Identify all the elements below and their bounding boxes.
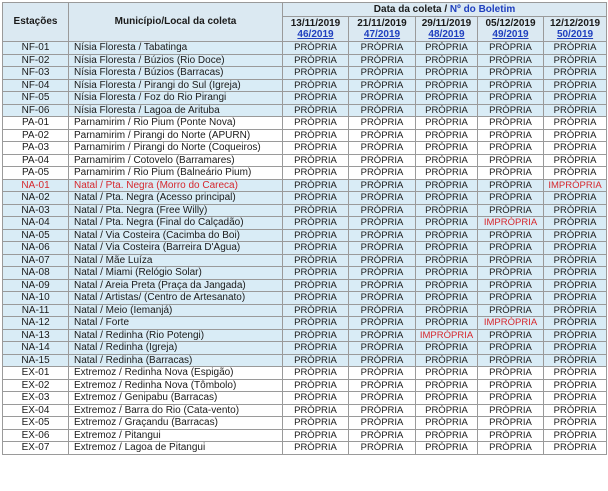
water-quality-status: PRÓPRIA bbox=[478, 329, 544, 342]
water-quality-status: PRÓPRIA bbox=[544, 442, 607, 455]
water-quality-status: PRÓPRIA bbox=[416, 404, 478, 417]
water-quality-status: IMPRÓPRIA bbox=[544, 179, 607, 192]
station-code: NA-03 bbox=[3, 204, 69, 217]
station-code: EX-01 bbox=[3, 367, 69, 380]
water-quality-status: PRÓPRIA bbox=[544, 92, 607, 105]
water-quality-status: PRÓPRIA bbox=[283, 304, 349, 317]
water-quality-status: PRÓPRIA bbox=[478, 154, 544, 167]
water-quality-status: IMPRÓPRIA bbox=[478, 317, 544, 330]
water-quality-status: PRÓPRIA bbox=[478, 129, 544, 142]
collection-location: Extremoz / Pitangui bbox=[69, 429, 283, 442]
water-quality-status: PRÓPRIA bbox=[544, 279, 607, 292]
water-quality-status: PRÓPRIA bbox=[283, 117, 349, 130]
water-quality-status: PRÓPRIA bbox=[478, 254, 544, 267]
water-quality-status: PRÓPRIA bbox=[349, 54, 416, 67]
water-quality-status: PRÓPRIA bbox=[416, 292, 478, 305]
water-quality-status: PRÓPRIA bbox=[544, 317, 607, 330]
table-row bbox=[3, 242, 607, 255]
water-quality-status: PRÓPRIA bbox=[416, 279, 478, 292]
water-quality-status: PRÓPRIA bbox=[349, 117, 416, 130]
water-quality-status: PRÓPRIA bbox=[416, 42, 478, 55]
water-quality-status: PRÓPRIA bbox=[283, 142, 349, 155]
table-row bbox=[3, 54, 607, 67]
water-quality-status: PRÓPRIA bbox=[349, 42, 416, 55]
collection-location: Natal / Pta. Negra (Morro do Careca) bbox=[69, 179, 283, 192]
station-code: NF-01 bbox=[3, 42, 69, 55]
station-code: NA-09 bbox=[3, 279, 69, 292]
collection-location: Parnamirim / Pirangi do Norte (Coqueiros) bbox=[69, 142, 283, 155]
collection-location: Nísia Floresta / Pirangi do Sul (Igreja) bbox=[69, 79, 283, 92]
water-quality-status: PRÓPRIA bbox=[416, 304, 478, 317]
water-quality-status: PRÓPRIA bbox=[416, 217, 478, 230]
water-quality-status: PRÓPRIA bbox=[544, 117, 607, 130]
water-quality-status: PRÓPRIA bbox=[349, 254, 416, 267]
station-code: PA-01 bbox=[3, 117, 69, 130]
water-quality-status: PRÓPRIA bbox=[416, 267, 478, 280]
table-row bbox=[3, 354, 607, 367]
station-code: EX-07 bbox=[3, 442, 69, 455]
station-code: NF-05 bbox=[3, 92, 69, 105]
water-quality-status: PRÓPRIA bbox=[349, 129, 416, 142]
bulletin-header-label: Nº do Boletim bbox=[449, 3, 516, 15]
water-quality-status: PRÓPRIA bbox=[349, 404, 416, 417]
water-quality-status: PRÓPRIA bbox=[478, 92, 544, 105]
table-row bbox=[3, 292, 607, 305]
table-row bbox=[3, 142, 607, 155]
table-row bbox=[3, 167, 607, 180]
collection-location: Natal / Artistas/ (Centro de Artesanato) bbox=[69, 292, 283, 305]
collection-location: Natal / Via Costeira (Barreira D'Água) bbox=[69, 242, 283, 255]
table-row bbox=[3, 304, 607, 317]
water-quality-status: PRÓPRIA bbox=[478, 54, 544, 67]
water-quality-status: PRÓPRIA bbox=[544, 304, 607, 317]
water-quality-status: PRÓPRIA bbox=[283, 292, 349, 305]
water-quality-status: PRÓPRIA bbox=[478, 392, 544, 405]
table-row bbox=[3, 79, 607, 92]
water-quality-status: PRÓPRIA bbox=[349, 392, 416, 405]
collection-location: Extremoz / Graçandu (Barracas) bbox=[69, 417, 283, 430]
water-quality-status: PRÓPRIA bbox=[544, 342, 607, 355]
water-quality-status: PRÓPRIA bbox=[349, 217, 416, 230]
water-quality-status: PRÓPRIA bbox=[349, 67, 416, 80]
water-quality-status: PRÓPRIA bbox=[478, 367, 544, 380]
table-row bbox=[3, 267, 607, 280]
table-header bbox=[3, 3, 607, 42]
water-quality-status: PRÓPRIA bbox=[283, 67, 349, 80]
table-row bbox=[3, 392, 607, 405]
water-quality-status: PRÓPRIA bbox=[349, 429, 416, 442]
water-quality-status: PRÓPRIA bbox=[416, 229, 478, 242]
water-quality-status: PRÓPRIA bbox=[283, 254, 349, 267]
collection-date: 21/11/2019 bbox=[357, 18, 407, 29]
water-quality-status: PRÓPRIA bbox=[478, 304, 544, 317]
water-quality-status: PRÓPRIA bbox=[283, 329, 349, 342]
water-quality-status: PRÓPRIA bbox=[416, 92, 478, 105]
water-quality-status: PRÓPRIA bbox=[416, 117, 478, 130]
collection-location: Natal / Forte bbox=[69, 317, 283, 330]
date-column-header bbox=[283, 17, 349, 42]
water-quality-status: PRÓPRIA bbox=[544, 367, 607, 380]
collection-location: Natal / Redinha (Igreja) bbox=[69, 342, 283, 355]
water-quality-status: PRÓPRIA bbox=[544, 254, 607, 267]
water-quality-status: PRÓPRIA bbox=[283, 204, 349, 217]
water-quality-status: PRÓPRIA bbox=[416, 54, 478, 67]
water-quality-status: PRÓPRIA bbox=[478, 267, 544, 280]
water-quality-status: PRÓPRIA bbox=[478, 79, 544, 92]
water-quality-status: PRÓPRIA bbox=[544, 142, 607, 155]
station-code: PA-02 bbox=[3, 129, 69, 142]
water-quality-status: PRÓPRIA bbox=[544, 104, 607, 117]
table-row bbox=[3, 417, 607, 430]
water-quality-status: PRÓPRIA bbox=[283, 392, 349, 405]
station-code: NA-15 bbox=[3, 354, 69, 367]
water-quality-status: PRÓPRIA bbox=[283, 267, 349, 280]
water-quality-status: PRÓPRIA bbox=[544, 292, 607, 305]
water-quality-status: PRÓPRIA bbox=[478, 67, 544, 80]
water-quality-status: PRÓPRIA bbox=[416, 179, 478, 192]
water-quality-status: PRÓPRIA bbox=[416, 317, 478, 330]
water-quality-status: PRÓPRIA bbox=[478, 142, 544, 155]
water-quality-status: PRÓPRIA bbox=[349, 104, 416, 117]
water-quality-status: PRÓPRIA bbox=[544, 379, 607, 392]
station-code: PA-05 bbox=[3, 167, 69, 180]
water-quality-status: PRÓPRIA bbox=[478, 229, 544, 242]
water-quality-status: PRÓPRIA bbox=[283, 379, 349, 392]
water-quality-status: PRÓPRIA bbox=[544, 229, 607, 242]
station-code: NA-01 bbox=[3, 179, 69, 192]
water-quality-status: PRÓPRIA bbox=[544, 404, 607, 417]
station-code: PA-04 bbox=[3, 154, 69, 167]
water-quality-status: PRÓPRIA bbox=[478, 179, 544, 192]
table-row bbox=[3, 104, 607, 117]
water-quality-status: PRÓPRIA bbox=[349, 279, 416, 292]
water-quality-status: PRÓPRIA bbox=[416, 192, 478, 205]
water-quality-status: PRÓPRIA bbox=[416, 104, 478, 117]
water-quality-status: PRÓPRIA bbox=[349, 304, 416, 317]
station-code: NA-07 bbox=[3, 254, 69, 267]
collection-location: Extremoz / Barra do Rio (Cata-vento) bbox=[69, 404, 283, 417]
water-quality-status: PRÓPRIA bbox=[416, 342, 478, 355]
water-quality-status: PRÓPRIA bbox=[349, 329, 416, 342]
water-quality-status: PRÓPRIA bbox=[544, 79, 607, 92]
table-row bbox=[3, 229, 607, 242]
water-quality-status: PRÓPRIA bbox=[283, 429, 349, 442]
water-quality-status: IMPRÓPRIA bbox=[478, 217, 544, 230]
water-quality-status: PRÓPRIA bbox=[544, 154, 607, 167]
bulletin-number-link[interactable]: 48/2019 bbox=[428, 29, 465, 40]
water-quality-status: PRÓPRIA bbox=[349, 442, 416, 455]
water-quality-status: PRÓPRIA bbox=[283, 42, 349, 55]
collection-location: Extremoz / Genipabu (Barracas) bbox=[69, 392, 283, 405]
station-code: NA-14 bbox=[3, 342, 69, 355]
water-quality-status: PRÓPRIA bbox=[416, 429, 478, 442]
water-quality-status: PRÓPRIA bbox=[283, 92, 349, 105]
water-quality-status: PRÓPRIA bbox=[416, 154, 478, 167]
station-code: NA-11 bbox=[3, 304, 69, 317]
water-quality-status: PRÓPRIA bbox=[283, 442, 349, 455]
water-quality-status: PRÓPRIA bbox=[478, 342, 544, 355]
water-quality-status: PRÓPRIA bbox=[283, 354, 349, 367]
water-quality-status: PRÓPRIA bbox=[283, 404, 349, 417]
table-row bbox=[3, 92, 607, 105]
water-quality-status: PRÓPRIA bbox=[544, 67, 607, 80]
water-quality-status: PRÓPRIA bbox=[416, 204, 478, 217]
station-code: EX-03 bbox=[3, 392, 69, 405]
water-quality-status: PRÓPRIA bbox=[478, 242, 544, 255]
collection-location: Natal / Redinha (Barracas) bbox=[69, 354, 283, 367]
station-code: NF-06 bbox=[3, 104, 69, 117]
water-quality-status: PRÓPRIA bbox=[283, 342, 349, 355]
water-quality-status: PRÓPRIA bbox=[349, 167, 416, 180]
water-quality-status: PRÓPRIA bbox=[544, 54, 607, 67]
water-quality-status: PRÓPRIA bbox=[478, 104, 544, 117]
water-quality-status: PRÓPRIA bbox=[349, 367, 416, 380]
collection-location: Natal / Mãe Luíza bbox=[69, 254, 283, 267]
water-quality-status: PRÓPRIA bbox=[416, 379, 478, 392]
water-quality-status: PRÓPRIA bbox=[283, 179, 349, 192]
date-bulletin-header bbox=[283, 3, 607, 17]
water-quality-status: PRÓPRIA bbox=[478, 204, 544, 217]
table-row bbox=[3, 317, 607, 330]
water-quality-status: PRÓPRIA bbox=[283, 129, 349, 142]
date-column-header bbox=[349, 17, 416, 42]
water-quality-status: PRÓPRIA bbox=[544, 429, 607, 442]
collection-location: Extremoz / Lagoa de Pitangui bbox=[69, 442, 283, 455]
water-quality-status: PRÓPRIA bbox=[349, 292, 416, 305]
water-quality-status: PRÓPRIA bbox=[416, 442, 478, 455]
water-quality-status: PRÓPRIA bbox=[478, 167, 544, 180]
station-code: NF-04 bbox=[3, 79, 69, 92]
station-code: EX-04 bbox=[3, 404, 69, 417]
water-quality-status: PRÓPRIA bbox=[478, 192, 544, 205]
water-quality-status: PRÓPRIA bbox=[349, 417, 416, 430]
table-row bbox=[3, 379, 607, 392]
water-quality-status: PRÓPRIA bbox=[283, 417, 349, 430]
water-quality-status: PRÓPRIA bbox=[349, 142, 416, 155]
station-code: PA-03 bbox=[3, 142, 69, 155]
water-quality-status: PRÓPRIA bbox=[283, 367, 349, 380]
station-code: NA-04 bbox=[3, 217, 69, 230]
water-quality-status: PRÓPRIA bbox=[283, 167, 349, 180]
date-column-header bbox=[544, 17, 607, 42]
collection-location: Nísia Floresta / Lagoa de Arituba bbox=[69, 104, 283, 117]
table-row bbox=[3, 442, 607, 455]
collection-location: Nísia Floresta / Búzios (Barracas) bbox=[69, 67, 283, 80]
table-row bbox=[3, 129, 607, 142]
water-quality-status: PRÓPRIA bbox=[478, 417, 544, 430]
water-quality-status: PRÓPRIA bbox=[478, 292, 544, 305]
water-quality-status: PRÓPRIA bbox=[544, 204, 607, 217]
water-quality-status: PRÓPRIA bbox=[416, 67, 478, 80]
water-quality-status: PRÓPRIA bbox=[416, 129, 478, 142]
water-quality-status: PRÓPRIA bbox=[544, 42, 607, 55]
collection-date: 05/12/2019 bbox=[485, 18, 536, 29]
water-quality-status: PRÓPRIA bbox=[544, 267, 607, 280]
water-quality-status: PRÓPRIA bbox=[544, 242, 607, 255]
water-quality-status: PRÓPRIA bbox=[283, 154, 349, 167]
table-row bbox=[3, 329, 607, 342]
collection-location: Natal / Miami (Relógio Solar) bbox=[69, 267, 283, 280]
date-header-prefix: Data da coleta / bbox=[373, 3, 450, 15]
station-code: NA-13 bbox=[3, 329, 69, 342]
station-code: NF-02 bbox=[3, 54, 69, 67]
water-quality-status: PRÓPRIA bbox=[283, 104, 349, 117]
water-quality-status: PRÓPRIA bbox=[349, 317, 416, 330]
location-header: Município/Local da coleta bbox=[69, 3, 283, 42]
collection-location: Parnamirim / Pirangi do Norte (APURN) bbox=[69, 129, 283, 142]
station-code: EX-06 bbox=[3, 429, 69, 442]
collection-location: Parnamirim / Cotovelo (Barramares) bbox=[69, 154, 283, 167]
water-quality-status: PRÓPRIA bbox=[544, 217, 607, 230]
water-quality-status: PRÓPRIA bbox=[349, 267, 416, 280]
table-row bbox=[3, 117, 607, 130]
water-quality-status: PRÓPRIA bbox=[349, 204, 416, 217]
collection-location: Natal / Pta. Negra (Final do Calçadão) bbox=[69, 217, 283, 230]
water-quality-status: PRÓPRIA bbox=[416, 254, 478, 267]
station-code: NF-03 bbox=[3, 67, 69, 80]
date-column-header bbox=[478, 17, 544, 42]
water-quality-status: PRÓPRIA bbox=[349, 229, 416, 242]
beach-quality-table bbox=[2, 2, 607, 455]
table-row bbox=[3, 404, 607, 417]
water-quality-status: PRÓPRIA bbox=[349, 79, 416, 92]
collection-location: Natal / Pta. Negra (Free Willy) bbox=[69, 204, 283, 217]
bulletin-number-link[interactable]: 46/2019 bbox=[297, 29, 334, 40]
collection-location: Natal / Pta. Negra (Acesso principal) bbox=[69, 192, 283, 205]
water-quality-status: PRÓPRIA bbox=[349, 154, 416, 167]
bulletin-number-link[interactable]: 49/2019 bbox=[492, 29, 529, 40]
water-quality-status: PRÓPRIA bbox=[416, 354, 478, 367]
collection-location: Natal / Meio (Iemanjá) bbox=[69, 304, 283, 317]
water-quality-status: PRÓPRIA bbox=[478, 442, 544, 455]
water-quality-status: PRÓPRIA bbox=[283, 317, 349, 330]
water-quality-status: IMPRÓPRIA bbox=[416, 329, 478, 342]
table-row bbox=[3, 42, 607, 55]
table-row bbox=[3, 279, 607, 292]
collection-location: Nísia Floresta / Búzios (Rio Doce) bbox=[69, 54, 283, 67]
collection-location: Natal / Redinha (Rio Potengi) bbox=[69, 329, 283, 342]
water-quality-status: PRÓPRIA bbox=[416, 417, 478, 430]
water-quality-status: PRÓPRIA bbox=[544, 354, 607, 367]
collection-location: Parnamirim / Rio Pium (Balneário Pium) bbox=[69, 167, 283, 180]
water-quality-status: PRÓPRIA bbox=[283, 217, 349, 230]
water-quality-status: PRÓPRIA bbox=[478, 379, 544, 392]
water-quality-status: PRÓPRIA bbox=[349, 342, 416, 355]
station-code: EX-05 bbox=[3, 417, 69, 430]
table-row bbox=[3, 179, 607, 192]
water-quality-status: PRÓPRIA bbox=[544, 392, 607, 405]
water-quality-status: PRÓPRIA bbox=[283, 192, 349, 205]
water-quality-status: PRÓPRIA bbox=[478, 404, 544, 417]
water-quality-status: PRÓPRIA bbox=[544, 192, 607, 205]
water-quality-status: PRÓPRIA bbox=[349, 179, 416, 192]
collection-date: 29/11/2019 bbox=[421, 18, 472, 29]
collection-location: Extremoz / Redinha Nova (Tômbolo) bbox=[69, 379, 283, 392]
water-quality-status: PRÓPRIA bbox=[283, 229, 349, 242]
water-quality-status: PRÓPRIA bbox=[478, 42, 544, 55]
water-quality-status: PRÓPRIA bbox=[478, 279, 544, 292]
collection-location: Natal / Via Costeira (Cacimba do Boi) bbox=[69, 229, 283, 242]
water-quality-status: PRÓPRIA bbox=[478, 117, 544, 130]
collection-location: Parnamirim / Rio Pium (Ponte Nova) bbox=[69, 117, 283, 130]
table-row bbox=[3, 367, 607, 380]
water-quality-status: PRÓPRIA bbox=[416, 242, 478, 255]
water-quality-status: PRÓPRIA bbox=[544, 129, 607, 142]
station-code: EX-02 bbox=[3, 379, 69, 392]
water-quality-status: PRÓPRIA bbox=[416, 167, 478, 180]
table-row bbox=[3, 342, 607, 355]
collection-location: Extremoz / Redinha Nova (Espigão) bbox=[69, 367, 283, 380]
water-quality-status: PRÓPRIA bbox=[544, 167, 607, 180]
table-row bbox=[3, 204, 607, 217]
water-quality-status: PRÓPRIA bbox=[349, 192, 416, 205]
date-column-header bbox=[416, 17, 478, 42]
collection-location: Nísia Floresta / Foz do Rio Pirangi bbox=[69, 92, 283, 105]
water-quality-status: PRÓPRIA bbox=[478, 429, 544, 442]
collection-location: Natal / Areia Preta (Praça da Jangada) bbox=[69, 279, 283, 292]
table-body bbox=[3, 42, 607, 455]
collection-date: 13/11/2019 bbox=[290, 18, 341, 29]
water-quality-status: PRÓPRIA bbox=[349, 242, 416, 255]
table-row bbox=[3, 192, 607, 205]
bulletin-number-link[interactable]: 50/2019 bbox=[556, 29, 594, 40]
water-quality-status: PRÓPRIA bbox=[283, 242, 349, 255]
water-quality-status: PRÓPRIA bbox=[416, 367, 478, 380]
water-quality-status: PRÓPRIA bbox=[349, 379, 416, 392]
water-quality-status: PRÓPRIA bbox=[416, 392, 478, 405]
water-quality-status: PRÓPRIA bbox=[544, 417, 607, 430]
table-row bbox=[3, 429, 607, 442]
collection-date: 12/12/2019 bbox=[549, 18, 601, 29]
table-row bbox=[3, 254, 607, 267]
bulletin-number-link[interactable]: 47/2019 bbox=[363, 29, 401, 40]
water-quality-status: PRÓPRIA bbox=[416, 79, 478, 92]
station-code: NA-02 bbox=[3, 192, 69, 205]
water-quality-status: PRÓPRIA bbox=[416, 142, 478, 155]
water-quality-status: PRÓPRIA bbox=[349, 354, 416, 367]
stations-header: Estações bbox=[3, 3, 69, 42]
water-quality-status: PRÓPRIA bbox=[478, 354, 544, 367]
water-quality-status: PRÓPRIA bbox=[349, 92, 416, 105]
station-code: NA-08 bbox=[3, 267, 69, 280]
water-quality-status: PRÓPRIA bbox=[283, 79, 349, 92]
station-code: NA-05 bbox=[3, 229, 69, 242]
table-row bbox=[3, 217, 607, 230]
station-code: NA-06 bbox=[3, 242, 69, 255]
station-code: NA-10 bbox=[3, 292, 69, 305]
collection-location: Nísia Floresta / Tabatinga bbox=[69, 42, 283, 55]
water-quality-status: PRÓPRIA bbox=[283, 54, 349, 67]
table-row bbox=[3, 67, 607, 80]
table-row bbox=[3, 154, 607, 167]
water-quality-status: PRÓPRIA bbox=[283, 279, 349, 292]
water-quality-status: PRÓPRIA bbox=[544, 329, 607, 342]
station-code: NA-12 bbox=[3, 317, 69, 330]
